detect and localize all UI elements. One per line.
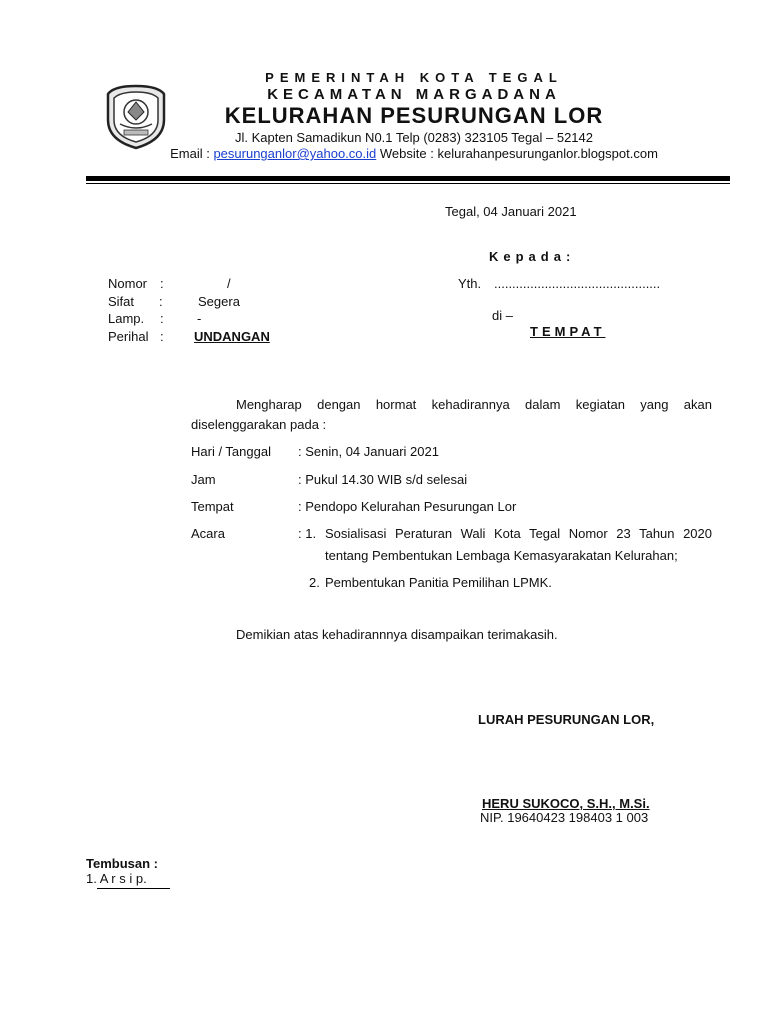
acara-item-2-number: 2. [309,575,320,590]
sifat-label: Sifat [108,294,135,309]
hari-value: : Senin, 04 Januari 2021 [298,444,439,459]
perihal-value: UNDANGAN [194,329,270,344]
acara-item-2: Pembentukan Panitia Pemilihan LPMK. [325,575,552,590]
closing-sentence: Demikian atas kehadirannnya disampaikan terimakasih. [236,627,558,642]
perihal-colon: : [160,329,164,344]
recipient-tempat: TEMPAT [530,324,606,339]
letterhead-office: KELURAHAN PESURUNGAN LOR [224,103,604,128]
letterhead-rule-thick [86,176,730,181]
acara-item-1-line-2: tentang Pembentukan Lembaga Kemasyarakatan Kelurahan; [325,548,678,563]
acara-label: Acara [191,526,225,541]
website-label: Website : [379,146,434,161]
nomor-value: / [227,276,231,291]
letterhead-government: PEMERINTAH KOTA TEGAL [265,70,563,85]
intro-line-1: Mengharap dengan hormat kehadirannya dalam kegiatan yang akan [236,397,712,412]
signature-title: LURAH PESURUNGAN LOR, [478,712,655,727]
letterhead-contact [0,146,768,161]
tembusan-underline [97,888,170,889]
acara-item-1-line-1: Sosialisasi Peraturan Wali Kota Tegal Nomor 23 Tahun 2020 [325,526,712,541]
email-link[interactable]: pesurunganlor@yahoo.co.id [213,146,377,161]
tembusan-label: Tembusan : [86,856,158,871]
tempat-label: Tempat [191,499,234,514]
acara-colon-number: : 1. [298,526,317,541]
jam-label: Jam [191,472,216,487]
tembusan-item-1: 1. A r s i p. [86,871,147,886]
recipient-di: di – [492,308,513,323]
sifat-value: Segera [198,294,240,309]
signature-name: HERU SUKOCO, S.H., M.Si. [482,796,650,811]
signature-nip: NIP. 19640423 198403 1 003 [480,810,649,825]
lamp-label: Lamp. [108,311,145,326]
nomor-label: Nomor [108,276,148,291]
recipient-yth: Yth. [458,276,482,291]
nomor-colon: : [160,276,164,291]
lamp-colon: : [160,311,164,326]
lamp-value: - [197,311,202,326]
hari-label: Hari / Tanggal [191,444,271,459]
sifat-colon: : [159,294,163,309]
letterhead-rule-thin [86,183,730,184]
addressee-heading: Kepada: [489,249,576,264]
letterhead-district: KECAMATAN MARGADANA [267,86,561,103]
website-text: kelurahanpesurunganlor.blogspot.com [437,146,658,161]
jam-value: : Pukul 14.30 WIB s/d selesai [298,472,468,487]
letter-date: Tegal, 04 Januari 2021 [445,204,577,219]
letterhead-address: Jl. Kapten Samadikun N0.1 Telp (0283) 323105 Tegal – 52142 [234,130,593,145]
email-label: Email : [170,146,210,161]
tempat-value: : Pendopo Kelurahan Pesurungan Lor [298,499,517,514]
intro-line-2: diselenggarakan pada : [191,417,327,432]
perihal-label: Perihal [108,329,149,344]
recipient-dots: .............................................. [494,276,661,291]
